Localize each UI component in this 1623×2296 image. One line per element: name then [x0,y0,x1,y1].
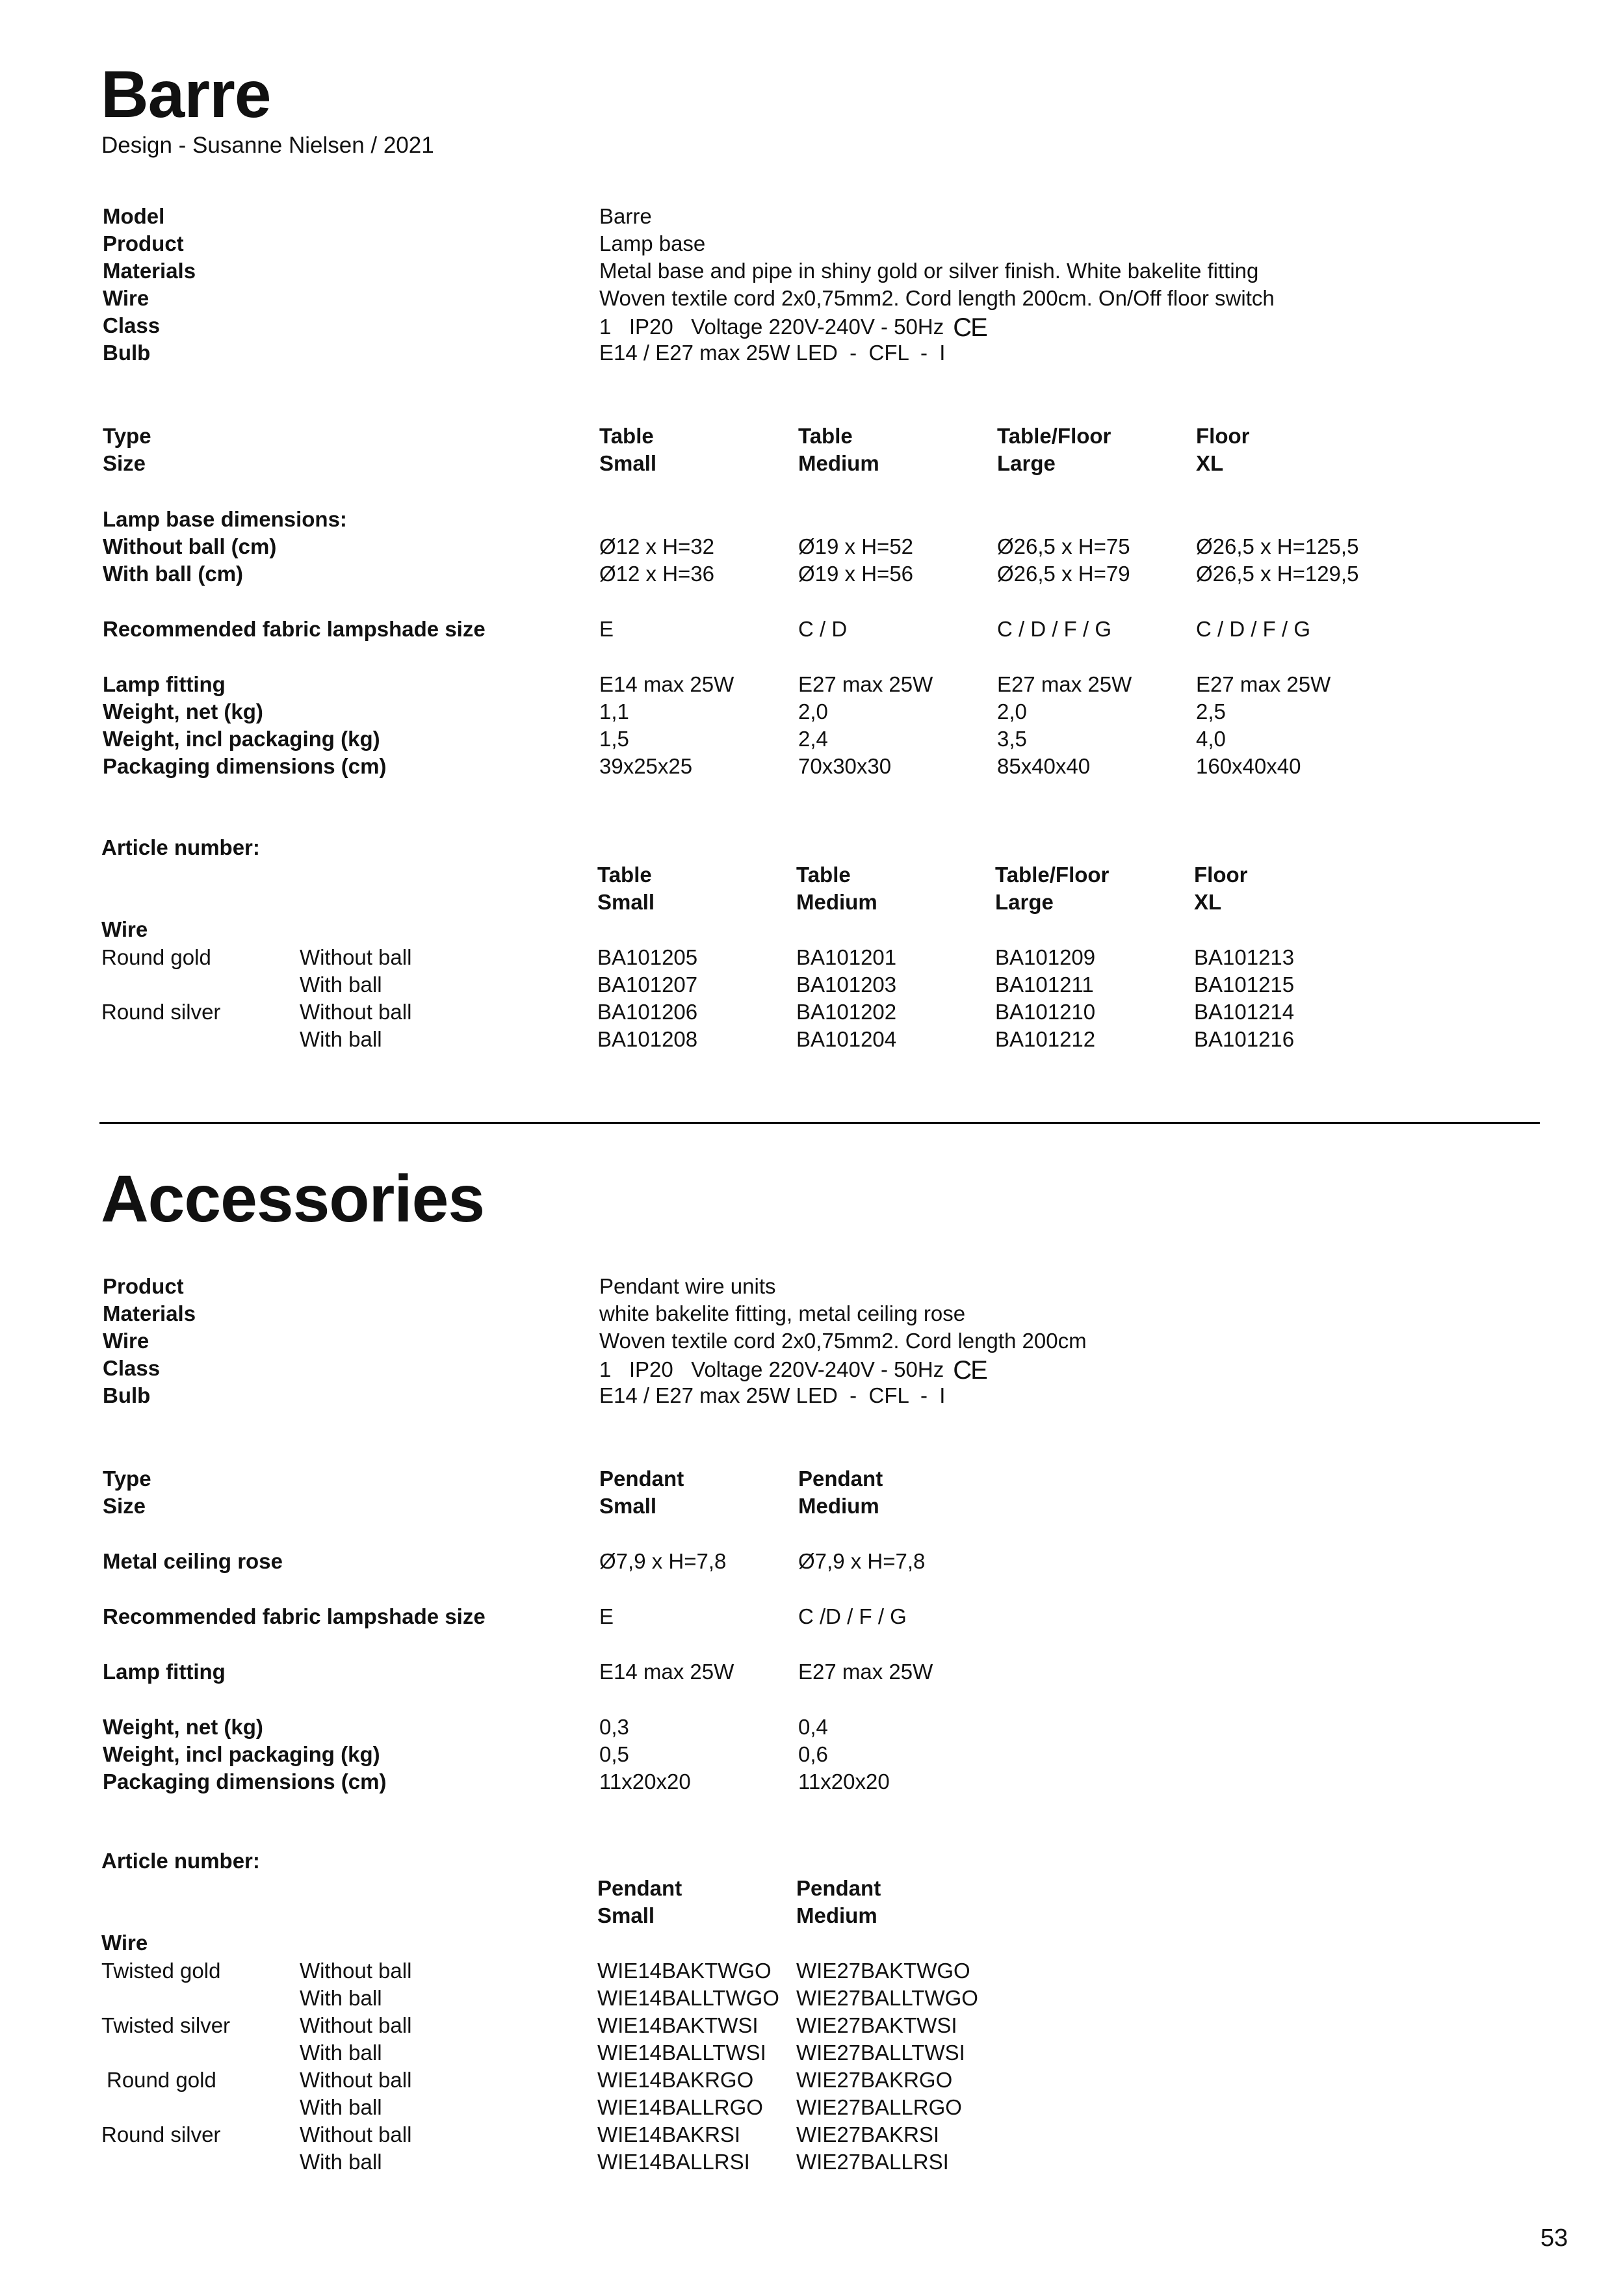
cell: 160x40x40 [1196,754,1301,778]
article-number: BA101211 [995,972,1094,997]
cell: 39x25x25 [599,754,693,778]
ball-variant: With ball [300,972,382,997]
wire-type: Twisted silver [101,2013,231,2037]
article-number: WIE14BAKTWGO [597,1959,772,1983]
column-size: Small [599,1494,657,1518]
cell: E14 max 25W [599,1660,734,1684]
wire-label: Wire [101,1931,148,1955]
page-number: 53 [1540,2224,1568,2252]
cell: C / D / F / G [997,617,1112,641]
row-label: Packaging dimensions (cm) [103,754,387,778]
column-size: Small [597,1903,655,1927]
article-number: BA101204 [796,1027,897,1051]
row-label: Lamp fitting [103,672,226,696]
article-number: BA101208 [597,1027,698,1051]
cell: 2,0 [997,699,1027,724]
ball-variant: With ball [300,1027,382,1051]
article-number: WIE27BAKTWSI [796,2013,957,2037]
class-text: 1 IP20 Voltage 220V-240V - 50Hz [599,315,944,339]
article-number: WIE27BALLRSI [796,2150,949,2174]
barre-subtitle: Design - Susanne Nielsen / 2021 [101,133,434,158]
column-type: Table/Floor [997,424,1111,448]
ball-variant: Without ball [300,2068,412,2092]
article-number: WIE27BALLTWSI [796,2041,965,2065]
column-type: Pendant [599,1467,684,1491]
ball-variant: With ball [300,2095,382,2119]
article-number: BA101206 [597,1000,698,1024]
article-number: BA101212 [995,1027,1096,1051]
spec-label: Class [103,313,161,337]
article-number: WIE14BAKRSI [597,2122,741,2146]
column-type: Pendant [796,1876,881,1900]
article-number: BA101207 [597,972,698,997]
accessories-title: Accessories [101,1162,485,1236]
wire-type: Round silver [101,2122,221,2146]
spec-label: Bulb [103,1383,151,1407]
spec-value: E14 / E27 max 25W LED - CFL - I [599,1383,946,1407]
column-size: Large [995,890,1054,914]
cell: E [599,617,614,641]
column-size: Medium [798,451,879,475]
wire-type: Round silver [101,1000,221,1024]
cell: E27 max 25W [798,1660,933,1684]
section-divider [99,1122,1540,1124]
ce-mark-icon: CE [953,313,987,342]
column-type: Table [599,424,654,448]
article-number: BA101201 [796,945,897,969]
column-size: Medium [798,1494,879,1518]
column-size: XL [1196,451,1224,475]
cell: E [599,1604,614,1628]
class-text: 1 IP20 Voltage 220V-240V - 50Hz [599,1357,944,1381]
article-number: BA101205 [597,945,698,969]
spec-label: Wire [103,1329,149,1353]
row-label: With ball (cm) [103,562,244,586]
row-label: Weight, net (kg) [103,699,263,724]
row-label: Lamp fitting [103,1660,226,1684]
row-label: Weight, net (kg) [103,1715,263,1739]
row-label: Weight, incl packaging (kg) [103,727,380,751]
wire-label: Wire [101,917,148,941]
row-label: Packaging dimensions (cm) [103,1769,387,1794]
article-number: WIE27BAKTWGO [796,1959,970,1983]
cell: 70x30x30 [798,754,892,778]
column-type: Table [597,863,652,887]
article-number: WIE14BAKTWSI [597,2013,759,2037]
cell: E27 max 25W [1196,672,1331,696]
column-type: Table [798,424,853,448]
cell: 1,5 [599,727,629,751]
cell: 11x20x20 [599,1769,691,1794]
ball-variant: Without ball [300,945,412,969]
ball-variant: With ball [300,1986,382,2010]
cell: 0,3 [599,1715,629,1739]
spec-label: Materials [103,1301,196,1325]
ce-mark-icon: CE [953,1356,987,1385]
cell: Ø12 x H=36 [599,562,715,586]
spec-value: white bakelite fitting, metal ceiling rose [599,1301,966,1325]
article-number: BA101214 [1194,1000,1295,1024]
article-number: WIE27BAKRGO [796,2068,953,2092]
column-type: Floor [1196,424,1250,448]
article-heading: Article number: [101,835,260,859]
row-label: Metal ceiling rose [103,1549,283,1573]
ball-variant: Without ball [300,1959,412,1983]
row-label: Recommended fabric lampshade size [103,617,486,641]
cell: 0,6 [798,1742,828,1766]
spec-value: Metal base and pipe in shiny gold or silver finish. White bakelite fitting [599,259,1259,283]
article-number: BA101213 [1194,945,1295,969]
cell: Ø7,9 x H=7,8 [599,1549,727,1573]
spec-label: Product [103,1274,184,1298]
size-label: Size [103,451,146,475]
cell: Ø26,5 x H=129,5 [1196,562,1359,586]
wire-type: Round gold [107,2068,216,2092]
article-number: BA101216 [1194,1027,1295,1051]
cell: E14 max 25W [599,672,734,696]
cell: 85x40x40 [997,754,1091,778]
ball-variant: With ball [300,2150,382,2174]
spec-value: E14 / E27 max 25W LED - CFL - I [599,341,946,365]
column-size: Small [599,451,657,475]
ball-variant: With ball [300,2041,382,2065]
row-label: Recommended fabric lampshade size [103,1604,486,1628]
spec-value: Barre [599,204,652,228]
column-size: Medium [796,1903,877,1927]
cell: C / D [798,617,848,641]
article-number: BA101210 [995,1000,1096,1024]
article-number: WIE14BALLRSI [597,2150,750,2174]
column-size: Large [997,451,1056,475]
type-label: Type [103,1467,151,1491]
article-number: BA101202 [796,1000,897,1024]
ball-variant: Without ball [300,2122,412,2146]
spec-label: Materials [103,259,196,283]
cell: C /D / F / G [798,1604,907,1628]
barre-title: Barre [101,57,271,131]
cell: 3,5 [997,727,1027,751]
article-number: BA101209 [995,945,1096,969]
article-number: WIE27BALLRGO [796,2095,962,2119]
column-type: Table/Floor [995,863,1110,887]
column-size: XL [1194,890,1222,914]
article-number: WIE14BAKRGO [597,2068,754,2092]
article-number: WIE27BALLTWGO [796,1986,978,2010]
article-number: WIE27BAKRSI [796,2122,940,2146]
cell: Ø26,5 x H=79 [997,562,1130,586]
spec-value-class [599,1357,987,1383]
spec-value: Woven textile cord 2x0,75mm2. Cord length 200cm. On/Off floor switch [599,286,1275,310]
column-type: Pendant [597,1876,682,1900]
column-type: Floor [1194,863,1248,887]
column-type: Pendant [798,1467,883,1491]
cell: 2,5 [1196,699,1226,724]
cell: Ø19 x H=52 [798,534,914,558]
spec-label: Class [103,1356,161,1380]
ball-variant: Without ball [300,2013,412,2037]
spec-label: Product [103,231,184,255]
row-label: Weight, incl packaging (kg) [103,1742,380,1766]
cell: 0,5 [599,1742,629,1766]
ball-variant: Without ball [300,1000,412,1024]
column-type: Table [796,863,851,887]
row-label: Without ball (cm) [103,534,277,558]
spec-value: Pendant wire units [599,1274,776,1298]
cell: 4,0 [1196,727,1226,751]
article-number: WIE14BALLRGO [597,2095,763,2119]
cell: 1,1 [599,699,629,724]
cell: Ø7,9 x H=7,8 [798,1549,926,1573]
spec-value: Lamp base [599,231,706,255]
type-label: Type [103,424,151,448]
spec-value: Woven textile cord 2x0,75mm2. Cord length 200cm [599,1329,1087,1353]
cell: 0,4 [798,1715,828,1739]
article-number: WIE14BALLTWGO [597,1986,779,2010]
cell: E27 max 25W [997,672,1132,696]
spec-label: Bulb [103,341,151,365]
cell: Ø12 x H=32 [599,534,715,558]
cell: E27 max 25W [798,672,933,696]
cell: C / D / F / G [1196,617,1311,641]
wire-type: Twisted gold [101,1959,221,1983]
spec-label: Model [103,204,165,228]
wire-type: Round gold [101,945,211,969]
article-heading: Article number: [101,1849,260,1873]
article-number: BA101203 [796,972,897,997]
dimensions-heading: Lamp base dimensions: [103,507,347,531]
cell: Ø19 x H=56 [798,562,914,586]
spec-label: Wire [103,286,149,310]
cell: 2,0 [798,699,828,724]
cell: 11x20x20 [798,1769,890,1794]
column-size: Small [597,890,655,914]
column-size: Medium [796,890,877,914]
spec-value-class [599,315,987,341]
cell: Ø26,5 x H=75 [997,534,1130,558]
cell: 2,4 [798,727,828,751]
cell: Ø26,5 x H=125,5 [1196,534,1359,558]
article-number: WIE14BALLTWSI [597,2041,766,2065]
size-label: Size [103,1494,146,1518]
article-number: BA101215 [1194,972,1295,997]
